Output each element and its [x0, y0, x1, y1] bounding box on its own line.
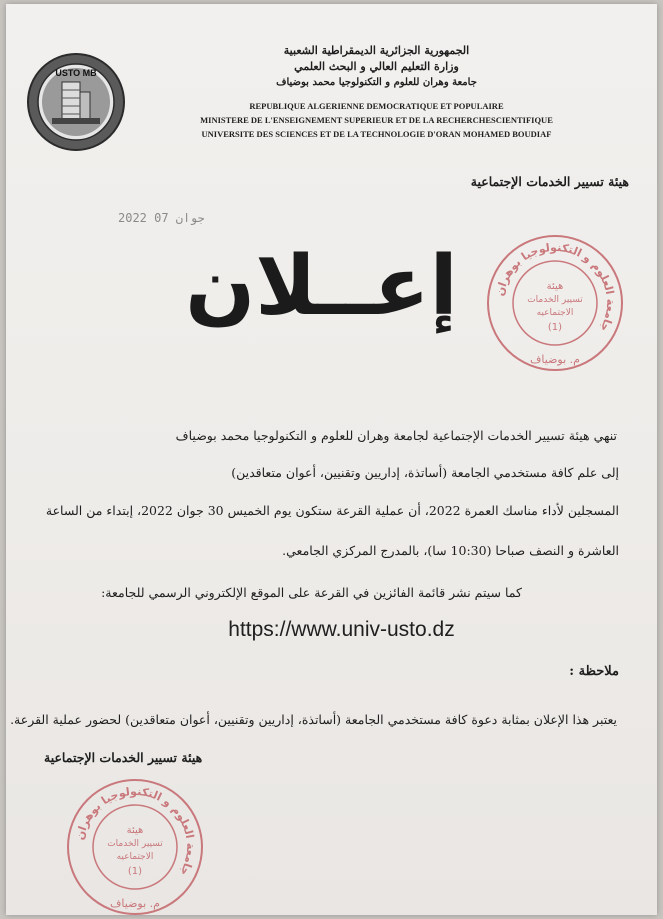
body-line-1: تنهي هيئة تسيير الخدمات الإجتماعية لجامعة وهران للعلوم و التكنولوجيا محمد بوضياف [175, 428, 617, 443]
stamp-number: (1) [547, 322, 563, 333]
stamp2-number: (1) [127, 866, 143, 877]
stamp2-bottom-text: م. بوضياف [110, 897, 160, 910]
note-label: ملاحظة : [569, 664, 619, 679]
header-ar-ministry: وزارة التعليم العالي و البحث العلمي [294, 60, 459, 73]
stamp2-center-3: الاجتماعيه [116, 852, 154, 862]
stamp-center-2: تسيير الخدمات [527, 295, 583, 305]
stamp2-ring-text: جامعة العلوم و التكنولوجيا بوهران [73, 784, 198, 878]
stamp2-center-2: تسيير الخدمات [107, 839, 163, 849]
issuing-office: هيئة تسيير الخدمات الإجتماعية [470, 174, 629, 189]
body-line-3: المسجلين لأداء مناسك العمرة 2022، أن عملية القرعة ستكون يوم الخميس 30 جوان 2022، إبتداء من الساعة [45, 503, 619, 518]
official-stamp-signature [64, 776, 206, 918]
date-stamp: 2022 جوان 07 [118, 211, 205, 225]
stamp-center-1: هيئة [546, 281, 564, 292]
stamp-bottom-text: م. بوضياف [530, 353, 580, 366]
header-ar-university: جامعة وهران للعلوم و التكنولوجيا محمد بوضياف [276, 77, 477, 88]
stamp-ring-text: جامعة العلوم و التكنولوجيا بوهران [493, 240, 618, 334]
body-line-5: كما سيتم نشر قائمة الفائزين في القرعة على الموقع الإلكتروني الرسمي للجامعة: [101, 585, 522, 600]
body-line-2: إلى علم كافة مستخدمي الجامعة (أساتذة، إداريين وتقنيين، أعوان متعاقدين) [231, 465, 619, 480]
header-fr-republic: REPUBLIQUE ALGERIENNE DEMOCRATIQUE ET POPULAIRE [249, 101, 504, 111]
university-website-link[interactable]: https://www.univ-usto.dz [228, 618, 455, 641]
logo-text: USTO MB [55, 68, 97, 78]
body-line-4: العاشرة و النصف صباحا (10:30 سا)، بالمدرج المركزي الجامعي. [282, 543, 619, 558]
document-page [6, 4, 657, 915]
stamp-center-3: الاجتماعيه [536, 308, 574, 318]
announcement-title: إعــلان [185, 239, 458, 334]
header-fr-ministry: MINISTERE DE L'ENSEIGNEMENT SUPERIEUR ET DE LA RECHERCHESCIENTIFIQUE [200, 115, 553, 125]
header-fr-university: UNIVERSITE DES SCIENCES ET DE LA TECHNOLOGIE D'ORAN MOHAMED BOUDIAF [201, 129, 552, 139]
header-ar-republic: الجمهورية الجزائرية الديمقراطية الشعبية [283, 44, 470, 57]
official-stamp [484, 232, 626, 374]
signature-office: هيئة تسيير الخدمات الإجتماعية [44, 750, 203, 765]
stamp2-center-1: هيئة [126, 825, 144, 836]
note-text: يعتبر هذا الإعلان بمثابة دعوة كافة مستخدمي الجامعة (أساتذة، إداريين وتقنيين، أعوان متعاقدين) لحضور عملية القرعة. [10, 712, 617, 727]
